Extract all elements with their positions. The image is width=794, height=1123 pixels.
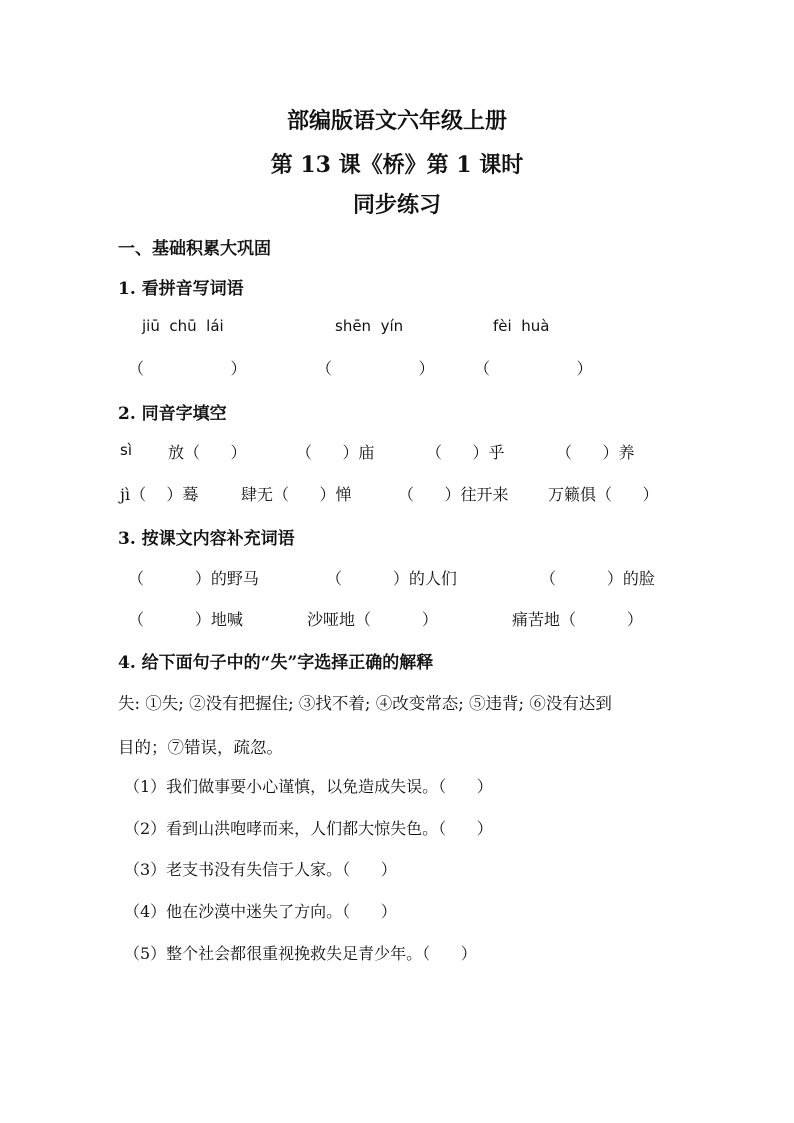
definition-line: 失: ①失; ②没有把握住; ③找不着; ④改变常态; ⑤违背; ⑥没有达到 (118, 694, 612, 713)
exercise-title: 同步练习 (352, 192, 441, 218)
definition-line: 目的；⑦错误，疏忽。 (118, 738, 283, 757)
phrase-item: （ ）的人们 (326, 569, 457, 588)
question-4-heading: 4. 给下面句子中的“失”字选择正确的解释 (118, 653, 434, 673)
fill-item: 万籁俱（ ） (548, 485, 659, 504)
fill-item: jì（ ）蓦 (120, 485, 199, 504)
sentence-item: （5）整个社会都很重视挽救失足青少年。（ ） (124, 944, 477, 963)
pinyin-2: shēn yín (335, 317, 404, 335)
question-3-heading: 3. 按课文内容补充词语 (118, 529, 295, 549)
fill-item: （ ）养 (556, 443, 635, 462)
fill-item: 放（ ） (168, 443, 247, 462)
phrase-item: （ ）的野马 (128, 569, 259, 588)
phrase-item: （ ）地喊 (128, 610, 243, 629)
fill-item: （ ）往开来 (398, 485, 509, 504)
answer-blank-2: （ ） (316, 359, 435, 378)
section-heading: 一、基础积累大巩固 (118, 239, 271, 259)
pinyin-3: fèi huà (493, 317, 550, 335)
fill-item: （ ）乎 (426, 443, 505, 462)
document-title: 部编版语文六年级上册 (286, 108, 507, 134)
sentence-item: （1）我们做事要小心谨慎，以免造成失误。（ ） (124, 777, 493, 796)
question-1-heading: 1. 看拼音写词语 (118, 279, 244, 299)
sentence-item: （4）他在沙漠中迷失了方向。（ ） (124, 902, 397, 921)
lesson-title: 第 13 课《桥》第 1 课时 (270, 152, 524, 178)
pinyin-si: sì (120, 441, 132, 459)
sentence-item: （2）看到山洪咆哮而来，人们都大惊失色。（ ） (124, 819, 493, 838)
phrase-item: 痛苦地（ ） (512, 610, 643, 629)
phrase-item: （ ）的脸 (540, 569, 655, 588)
phrase-item: 沙哑地（ ） (307, 610, 438, 629)
question-2-heading: 2. 同音字填空 (118, 404, 227, 424)
fill-item: 肆无（ ）惮 (241, 485, 352, 504)
sentence-item: （3）老支书没有失信于人家。（ ） (124, 860, 397, 879)
answer-blank-3: （ ） (474, 359, 593, 378)
pinyin-1: jiū chū lái (142, 317, 224, 335)
fill-item: （ ）庙 (296, 443, 375, 462)
answer-blank-1: （ ） (128, 359, 247, 378)
